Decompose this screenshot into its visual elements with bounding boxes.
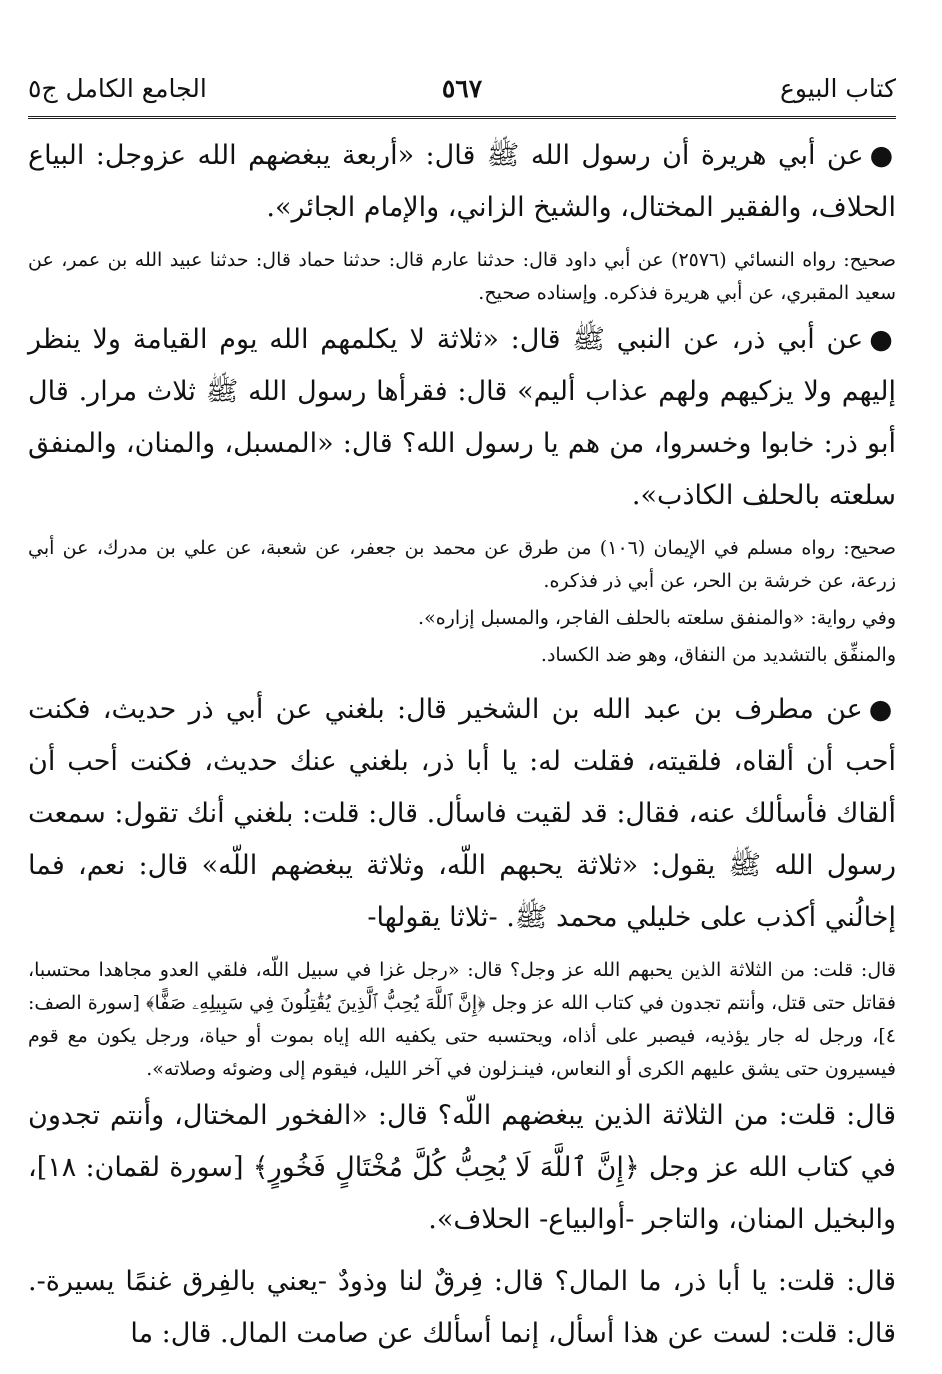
hadith-continuation: قال: قلت: يا أبا ذر، ما المال؟ قال: فِرقٌ لنا وذودٌ -يعني بالفِرق غنمًا يسيرة-. قال: قلت: لست عن هذا أسأل، إنما أسألك عن صامت المال. قال: ما <box>28 1266 896 1349</box>
hadith-text: عن أبي هريرة أن رسول الله ﷺ قال: «أربعة يبغضهم الله عزوجل: البياع الحلاف، والفقير المختال، والشيخ الزاني، والإمام الجائر». <box>28 140 896 223</box>
takhrij-note: صحيح: رواه مسلم في الإيمان (١٠٦) من طرق عن محمد بن جعفر، عن شعبة، عن علي بن مدرك، عن أبي زرعة، عن خرشة بن الحر، عن أبي ذر فذكره. <box>28 537 896 592</box>
variant-note: وفي رواية: «والمنفق سلعته بالحلف الفاجر، والمسبل إزاره». <box>418 607 896 629</box>
header-book-title: الجامع الكامل ج٥ <box>28 73 207 103</box>
page-body <box>28 130 896 1370</box>
hadith-paragraph <box>28 684 896 944</box>
bullet-icon: ● <box>869 140 897 171</box>
page-number: ٥٦٧ <box>441 73 483 103</box>
hadith-text: عن أبي ذر، عن النبي ﷺ قال: «ثلاثة لا يكلمهم الله يوم القيامة ولا ينظر إليهم ولا يزكيهم ولهم عذاب أليم» قال: فقرأها رسول الله ﷺ ثلاث مرار. قال أبو ذر: خابوا وخسروا، من هم يا رسول الله؟ قال: «المسبل، والمنان، والمنفق سلعته بالحلف الكاذب». <box>28 324 896 511</box>
hadith-paragraph <box>28 130 896 234</box>
book-page <box>28 0 896 1374</box>
bullet-icon: ● <box>868 694 896 725</box>
running-header <box>28 60 896 119</box>
hadith-text: عن مطرف بن عبد الله بن الشخير قال: بلغني عن أبي ذر حديث، فكنت أحب أن ألقاه، فلقيته، فقلت له: يا أبا ذر، بلغني عنك حديث، فكنت أحب أن ألقاك فأسألك عنه، فقال: قد لقيت فاسأل. قال: قلت: بلغني أنك تقول: سمعت رسول الله ﷺ يقول: «ثلاثة يحبهم اللّه، وثلاثة يبغضهم اللّه» قال: نعم، فما إخالُني أكذب على خليلي محمد ﷺ. -ثلاثا يقولها- <box>28 694 896 933</box>
takhrij-note: صحيح: رواه النسائي (٢٥٧٦) عن أبي داود قال: حدثنا عارم قال: حدثنا حماد قال: حدثنا عبيد الله بن عمر، عن سعيد المقبري، عن أبي هريرة فذكره. وإسناده صحيح. <box>28 249 896 304</box>
explanation-note: والمنفِّق بالتشديد من النفاق، وهو ضد الكساد. <box>540 644 896 666</box>
bullet-icon: ● <box>869 324 897 355</box>
hadith-continuation: قال: قلت: من الثلاثة الذين يبغضهم اللّه؟ قال: «الفخور المختال، وأنتم تجدون في كتاب الله عز وجل ﴿إِنَّ ٱللَّهَ لَا يُحِبُّ كُلَّ مُخْتَالٍ فَخُورٍ﴾ [سورة لقمان: ١٨]، والبخيل المنان، والتاجر -أوالبياع- الحلاف». <box>28 1100 897 1235</box>
hadith-continuation-note: قال: قلت: من الثلاثة الذين يحبهم الله عز وجل؟ قال: «رجل غزا في سبيل اللّه، فلقي العدو مجاهدا محتسبا، فقاتل حتى قتل، وأنتم تجدون في كتاب الله عز وجل ﴿إِنَّ ٱللَّهَ يُحِبُّ ٱلَّذِينَ يُقَٰتِلُونَ فِي سَبِيلِهِۦ صَفًّا﴾ [سورة الصف: ٤]، ورجل له جار يؤذيه، فيصبر على أذاه، ويحتسبه حتى يكفيه الله إياه بموت أو حياة، ورجل يكون مع قوم فيسيرون حتى يشق عليهم الكرى أو النعاس، فينـزلون في آخر الليل، فيقوم إلى وضوئه وصلاته». <box>28 959 896 1080</box>
header-chapter-title: كتاب البيوع <box>779 73 896 103</box>
hadith-paragraph <box>28 314 896 522</box>
